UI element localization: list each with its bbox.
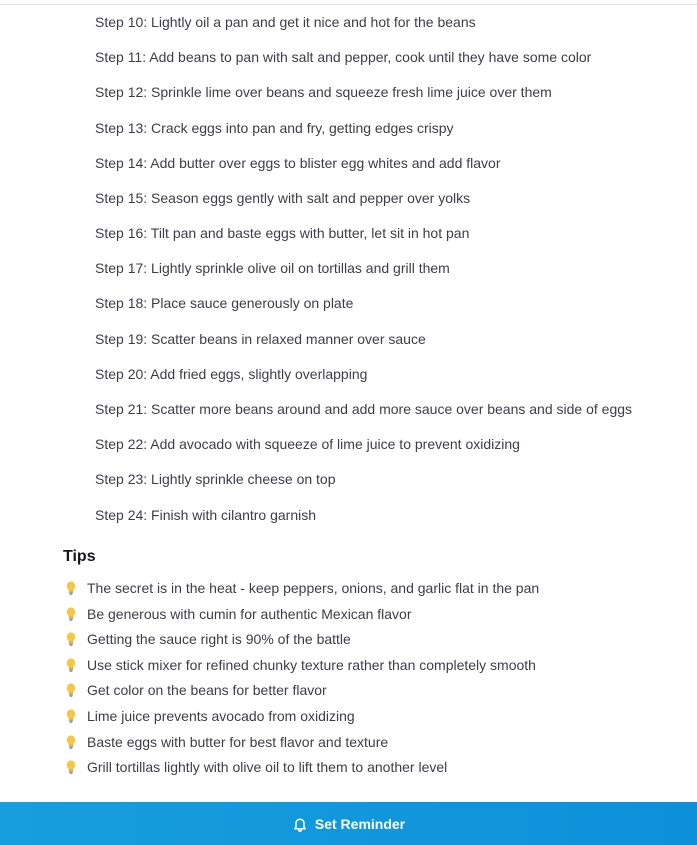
tip-text: Lime juice prevents avocado from oxidizing — [87, 708, 355, 724]
lightbulb-icon — [63, 708, 79, 724]
tip-text: Baste eggs with butter for best flavor and texture — [87, 734, 389, 750]
step-item: Step 24: Finish with cilantro garnish — [95, 507, 316, 523]
step-item: Step 17: Lightly sprinkle olive oil on tortillas and grill them — [95, 260, 450, 276]
tip-text: Use stick mixer for refined chunky texture rather than completely smooth — [87, 657, 536, 673]
step-item: Step 23: Lightly sprinkle cheese on top — [95, 471, 336, 487]
tip-text: Be generous with cumin for authentic Mexican flavor — [87, 606, 412, 622]
lightbulb-icon — [63, 734, 79, 750]
lightbulb-icon — [63, 580, 79, 596]
tips-heading: Tips — [63, 548, 96, 565]
step-item: Step 11: Add beans to pan with salt and pepper, cook until they have some color — [95, 49, 592, 65]
tip-item — [63, 656, 536, 674]
step-item: Step 16: Tilt pan and baste eggs with butter, let sit in hot pan — [95, 225, 470, 241]
lightbulb-icon — [63, 759, 79, 775]
step-item: Step 22: Add avocado with squeeze of lime juice to prevent oxidizing — [95, 436, 520, 452]
tip-text: Getting the sauce right is 90% of the battle — [87, 631, 351, 647]
tip-item — [63, 605, 412, 623]
step-item: Step 10: Lightly oil a pan and get it nice and hot for the beans — [95, 14, 476, 30]
tip-item — [63, 579, 539, 597]
tip-item — [63, 733, 388, 751]
tip-text: Grill tortillas lightly with olive oil to lift them to another level — [87, 759, 448, 775]
tip-item — [63, 681, 327, 699]
bell-icon — [292, 816, 308, 832]
lightbulb-icon — [63, 631, 79, 647]
tip-item — [63, 630, 351, 648]
lightbulb-icon — [63, 606, 79, 622]
step-item: Step 21: Scatter more beans around and add more sauce over beans and side of eggs — [95, 401, 633, 417]
tip-text: The secret is in the heat - keep peppers, onions, and garlic flat in the pan — [87, 580, 540, 596]
step-item: Step 20: Add fried eggs, slightly overlapping — [95, 366, 368, 382]
step-item: Step 14: Add butter over eggs to blister egg whites and add flavor — [95, 155, 501, 171]
top-divider — [0, 4, 697, 5]
tip-item — [63, 758, 447, 776]
lightbulb-icon — [63, 657, 79, 673]
tip-item — [63, 707, 355, 725]
lightbulb-icon — [63, 682, 79, 698]
step-item: Step 13: Crack eggs into pan and fry, getting edges crispy — [95, 120, 454, 136]
step-item: Step 19: Scatter beans in relaxed manner over sauce — [95, 331, 426, 347]
step-item: Step 18: Place sauce generously on plate — [95, 295, 354, 311]
step-item: Step 15: Season eggs gently with salt and pepper over yolks — [95, 190, 471, 206]
set-reminder-label: Set Reminder — [314, 815, 406, 832]
step-item: Step 12: Sprinkle lime over beans and squeeze fresh lime juice over them — [95, 84, 552, 100]
set-reminder-button[interactable] — [0, 802, 697, 845]
tip-text: Get color on the beans for better flavor — [87, 682, 327, 698]
